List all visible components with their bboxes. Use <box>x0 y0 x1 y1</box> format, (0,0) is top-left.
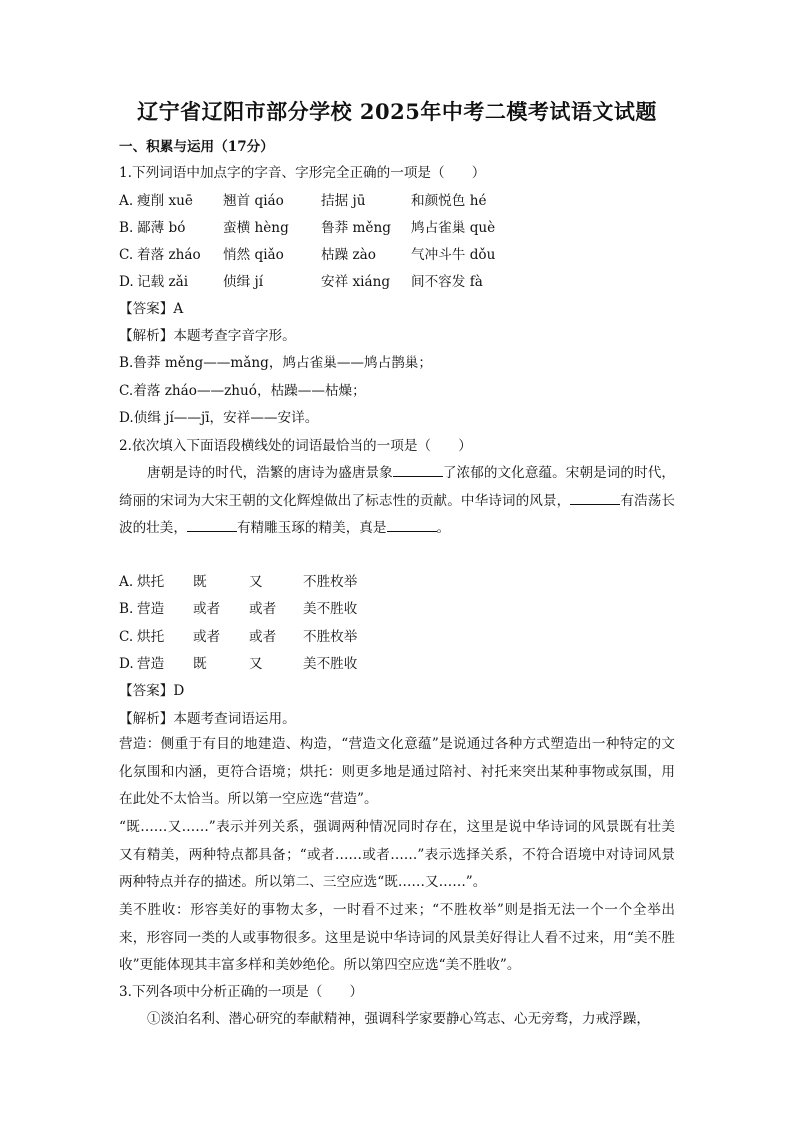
q2-analysis-paragraph: 营造：侧重于有目的地建造、构造，“营造文化意蕴”是说通过各种方式塑造出一种特定的文化氛围和内涵，更符合语境；烘托：则更多地是通过陪衬、衬托来突出某种事物或氛围，用在此处不太恰当。所以第一空应选“营造”。 <box>119 736 675 807</box>
fill-blank <box>187 517 237 532</box>
fill-blank <box>393 462 443 477</box>
option-item: 鲁莽 měng <box>321 220 391 236</box>
q1-analysis-line: D.侦缉 jí——jī，安祥——安详。 <box>119 410 319 426</box>
q1-answer: 【答案】A <box>119 301 184 317</box>
q2-answer: 【答案】D <box>119 683 185 699</box>
option-item: 拮据 jū <box>321 193 366 209</box>
option-label: A. <box>119 574 134 590</box>
q1-option-b <box>119 218 679 238</box>
option-item: 或者 <box>249 601 277 617</box>
question-2-stem: 2.依次填入下面语段横线处的词语最恰当的一项是（ ） <box>119 438 472 454</box>
option-item: 营造 <box>137 656 165 672</box>
option-label: C. <box>119 629 134 645</box>
q1-option-a <box>119 191 679 211</box>
option-item: 瘦削 xuē <box>137 193 193 209</box>
option-item: 美不胜收 <box>303 601 358 617</box>
option-item: 烘托 <box>137 574 165 590</box>
option-label: D. <box>119 656 134 672</box>
option-item: 或者 <box>193 629 221 645</box>
option-item: 或者 <box>193 601 221 617</box>
passage-text: 唐朝是诗的时代，浩繁的唐诗为盛唐景象 <box>147 465 393 481</box>
q2-option-d <box>119 654 679 674</box>
q2-analysis-paragraph: “既……又……”表示并列关系，强调两种情况同时存在，这里是说中华诗词的风景既有壮美又有精美，两种特点都具备；“或者……或者……”表示选择关系，不符合语境中对诗词风景两种特点并存的描述。所以第二、三空应选“既……又……”。 <box>119 819 675 890</box>
option-label: C. <box>119 247 134 263</box>
q1-analysis-line: B.鲁莽 měng——mǎng，鸠占雀巢——鸠占鹊巢； <box>119 355 432 371</box>
option-label: D. <box>119 274 134 290</box>
q1-analysis-head: 【解析】本题考查字音字形。 <box>119 328 296 344</box>
option-item: 营造 <box>137 601 165 617</box>
passage-text: 有浩荡长波的壮美， <box>119 492 675 536</box>
fill-blank <box>387 517 437 532</box>
option-item: 翘首 qiáo <box>223 193 284 209</box>
q3-item: ①淡泊名利、潜心研究的奉献精神，强调科学家要静心笃志、心无旁骛，力戒浮躁， <box>147 1011 650 1027</box>
q2-analysis-head: 【解析】本题考查词语运用。 <box>119 711 296 727</box>
option-item: 气冲斗牛 dǒu <box>411 247 496 263</box>
q2-passage <box>119 460 675 543</box>
q1-analysis-line: C.着落 zháo——zhuó，枯躁——枯燥； <box>119 383 366 399</box>
option-item: 烘托 <box>137 629 165 645</box>
option-item: 或者 <box>249 629 277 645</box>
question-1-stem: 1.下列词语中加点字的字音、字形完全正确的一项是（ ） <box>119 165 486 181</box>
option-item: 又 <box>249 574 263 590</box>
option-item: 着落 zháo <box>137 247 201 263</box>
option-item: 悄然 qiǎo <box>223 247 284 263</box>
question-3-stem: 3.下列各项中分析正确的一项是（ ） <box>119 984 364 1000</box>
q2-analysis-paragraph: 美不胜收：形容美好的事物太多，一时看不过来；“不胜枚举”则是指无法一个一个全举出来，形容同一类的人或事物很多。这里是说中华诗词的风景美好得让人看不过来，用“美不胜收”更能体现其丰富多样和美妙绝伦。所以第四空应选“美不胜收”。 <box>119 902 675 973</box>
option-label: B. <box>119 601 134 617</box>
passage-text: 了浓郁的文化意蕴。宋朝是词的时代，绮丽的宋词为大宋王朝的文化辉煌做出了标志性的贡献。中华诗词的风景， <box>119 465 675 509</box>
option-item: 既 <box>193 656 207 672</box>
option-item: 既 <box>193 574 207 590</box>
q2-option-c <box>119 627 679 647</box>
option-label: B. <box>119 220 134 236</box>
option-item: 鸠占雀巢 què <box>411 220 496 236</box>
option-item: 记载 zǎi <box>137 274 189 290</box>
option-label: A. <box>119 193 134 209</box>
option-item: 鄙薄 bó <box>137 220 186 236</box>
option-item: 不胜枚举 <box>303 629 358 645</box>
option-item: 间不容发 fà <box>411 274 483 290</box>
option-item: 蛮横 hèng <box>223 220 289 236</box>
option-item: 不胜枚举 <box>303 574 358 590</box>
option-item: 安祥 xiáng <box>321 274 391 290</box>
q1-option-c <box>119 245 679 265</box>
passage-text: 有精雕玉琢的精美，真是 <box>236 520 387 536</box>
fill-blank <box>570 490 620 505</box>
option-item: 美不胜收 <box>303 656 358 672</box>
option-item: 枯躁 zào <box>321 247 376 263</box>
option-item: 侦缉 jí <box>223 274 264 290</box>
q1-option-d <box>119 272 679 292</box>
option-item: 和颜悦色 hé <box>411 193 487 209</box>
q2-option-a <box>119 572 679 592</box>
option-item: 又 <box>249 656 263 672</box>
section-heading: 一、积累与运用（17分） <box>119 139 274 155</box>
q2-option-b <box>119 599 679 619</box>
page-title: 辽宁省辽阳市部分学校 2025年中考二模考试语文试题 <box>137 99 657 124</box>
passage-text: 。 <box>436 520 451 536</box>
